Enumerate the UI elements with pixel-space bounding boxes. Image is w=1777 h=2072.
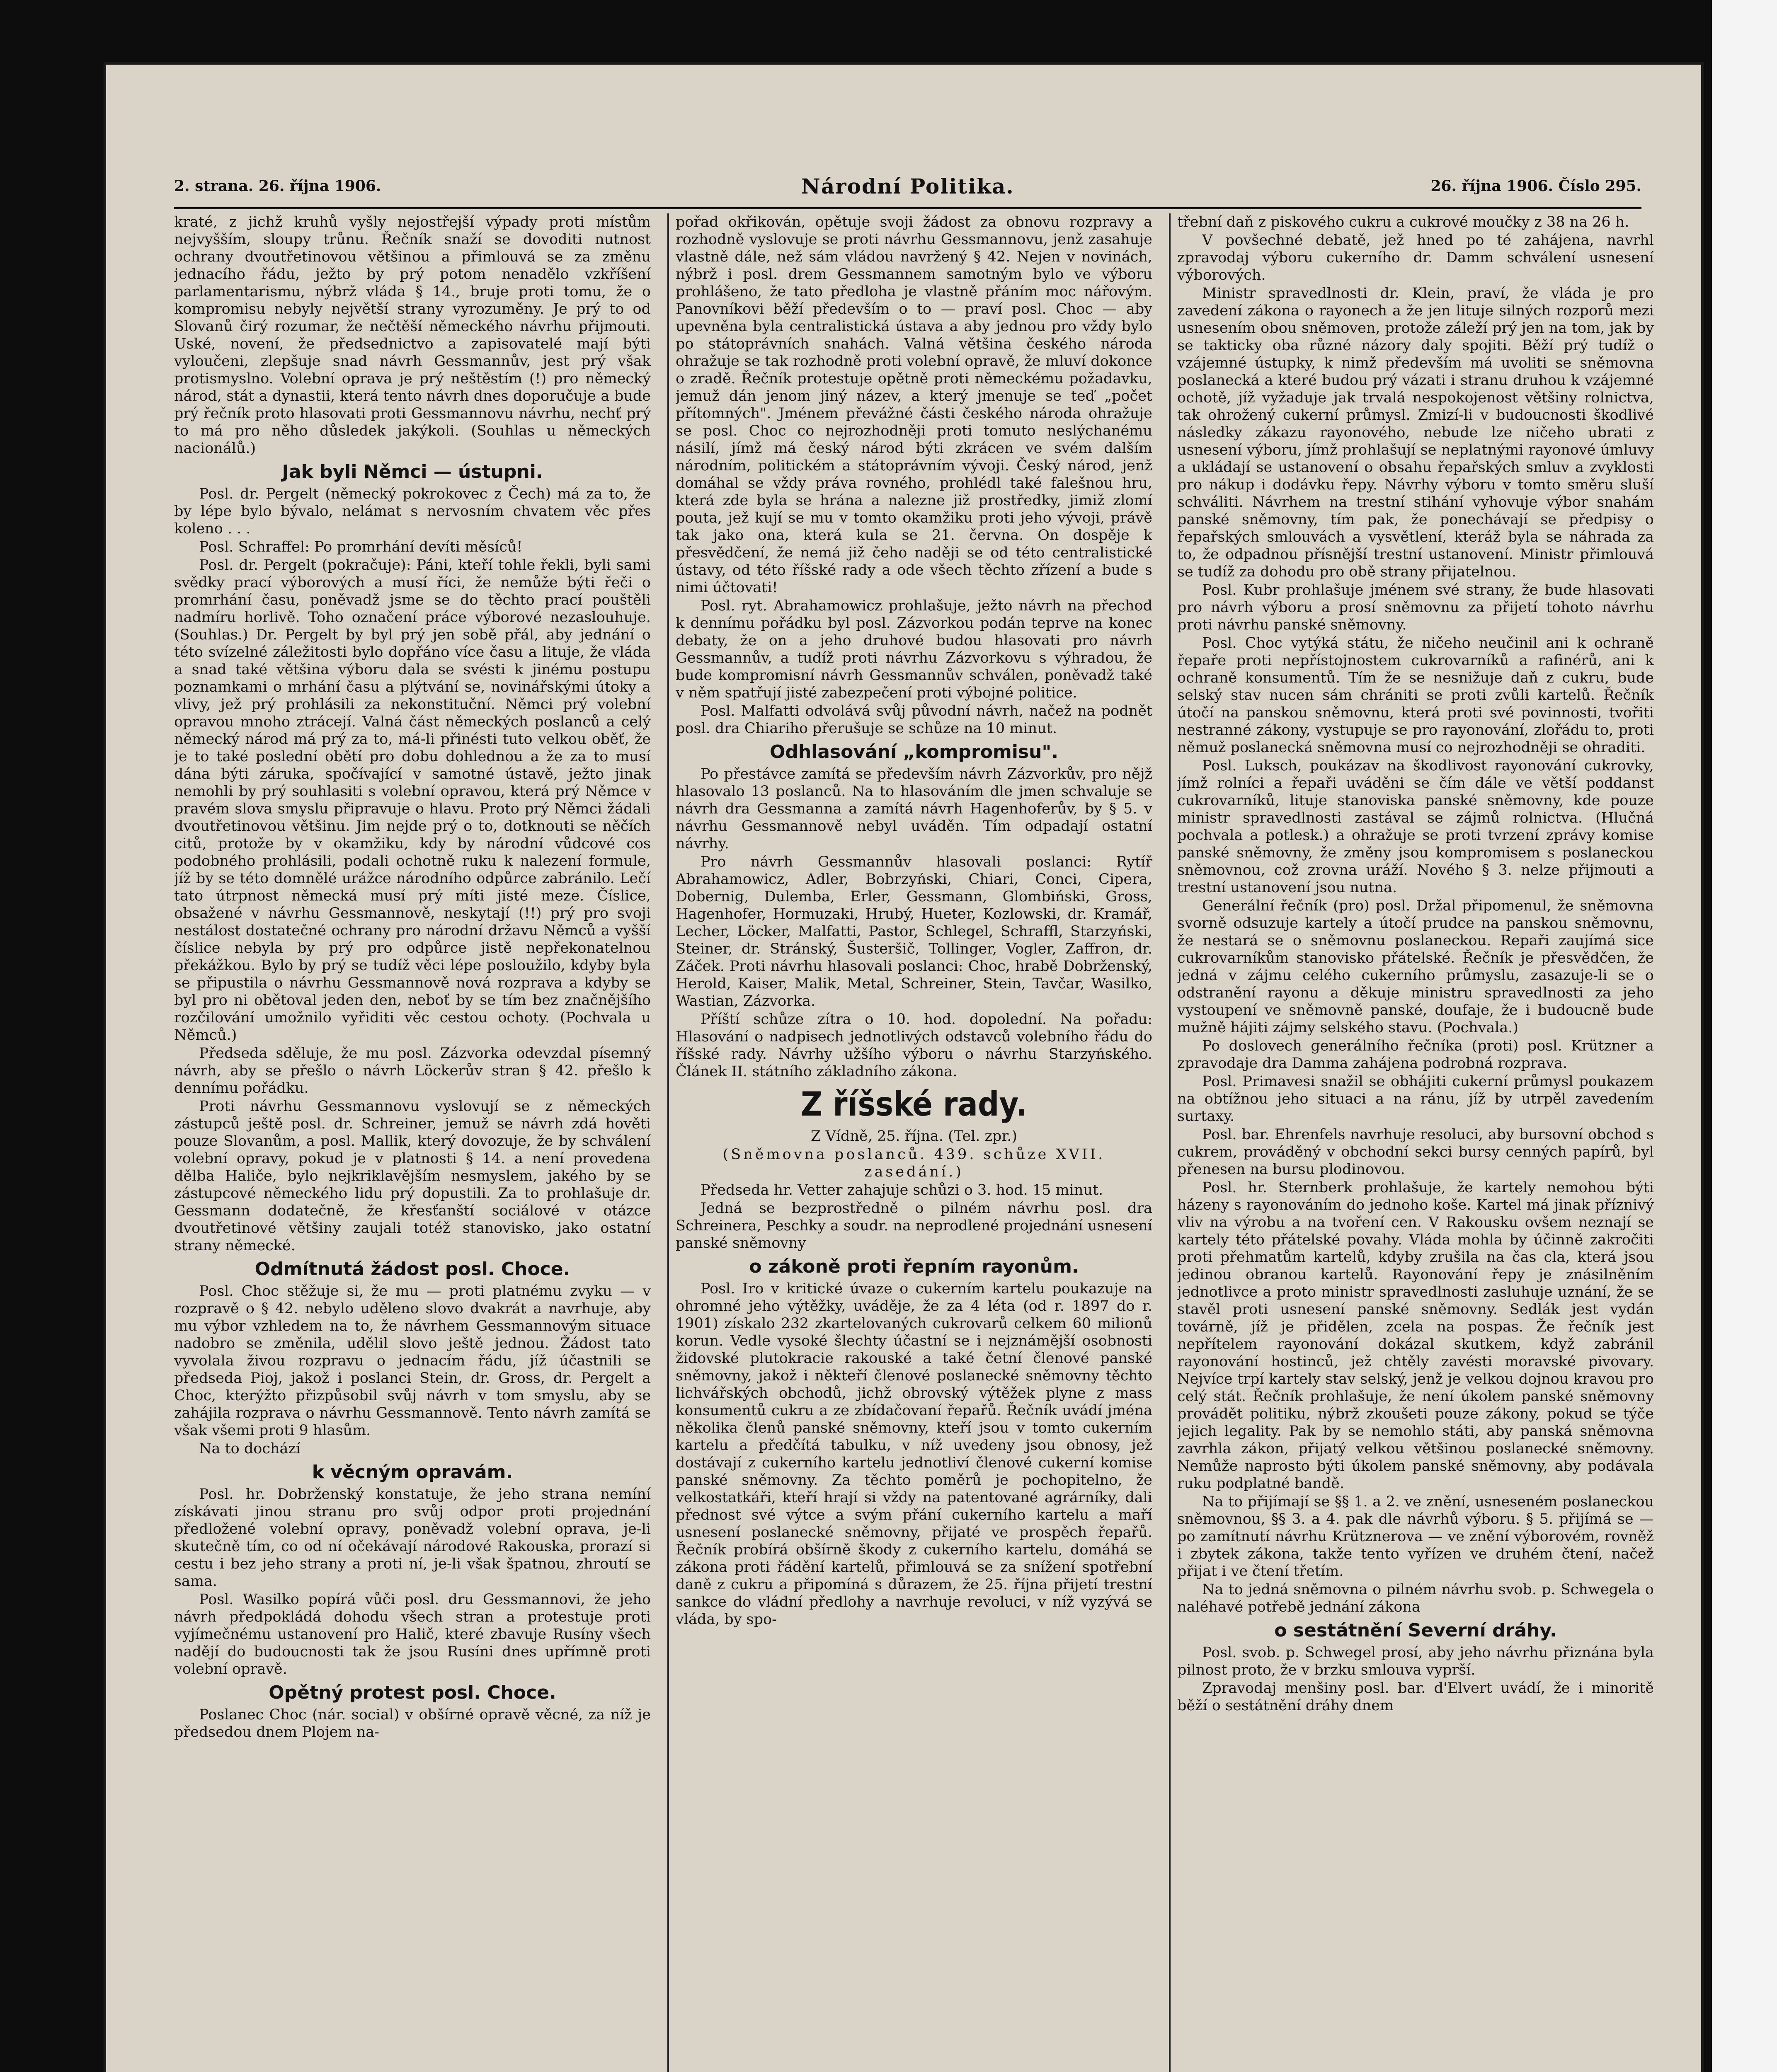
paragraph: Ministr spravedlnosti dr. Klein, praví, že vláda je pro zavedení zákona o rayonech a že jen lituje silných rozporů mezi usnesením obou sněmoven, protože záleží prý jen na tom, jak by se takticky oba různé názory daly spojiti. Běží prý tudíž o vzájemné ústupky, k nimž především má uvoliti se sněmovna poslanecká a které budou prý vázati i stranu druhou k vzájemné ochotě, jíž vyžaduje jak trvalá nespokojenost většiny rolnictva, tak ohrožený cukerní průmysl. Zmizí-li v budoucnosti škodlivé následky zákazu rayonového, nebude lze ničeho ubrati z usnesení výboru, jímž prohlašují se neplatnými rayonové úmluvy a ukládají se ustanovení o obsahu řepařských smluv a zvyklosti pro nákup i dodávku řepy. Návrhy výboru v tomto směru sluší schváliti. Návrhem na trestní stihání vyhovuje výbor snahám panské sněmovny, tím pak, že ponechávají se předpisy o řepařských smlouvách a vysvětlení, kteráž byla se náhrada za to, že odpadnou přísnější trestní ustanovení. Ministr přimlouvá se tudíž za dohodu pro obě strany přijatelnou. [1177,285,1654,580]
section-heading: Odhlasování „kompromisu". [769,741,1059,762]
paragraph: Posl. Choc vytýká státu, že ničeho neučinil ani k ochraně řepaře proti nepřístojnostem cukrovarníků a rafinérů, ani k ochraně konsumentů. Tím že se nesnižuje daň z cukru, bude selský stav nucen sám chrániti se proti zvůli kartelů. Řečník útočí na panskou sněmovnu, která proti své povinnosti, tvořiti nestranné zákony, vystupuje se pro rayonování, zlořádu to, proti němuž poslanecká sněmovna musí co nejrozhodněji se ohraditi. [1177,635,1654,756]
column-3 [1177,213,1654,2072]
paragraph: Posl. Primavesi snažil se obhájiti cukerní průmysl poukazem na obtížnou jeho situaci a na ránu, jíž by utrpěl zavedením surtaxy. [1177,1073,1654,1125]
paragraph: Na to dochází [199,1440,301,1457]
header-rule [174,207,1641,209]
section-heading: k věcným opravám. [312,1462,513,1483]
paragraph: Posl. svob. p. Schwegel prosí, aby jeho návrhu přiznána byla pilnost proto, že v brzku smlouva vyprší. [1177,1644,1654,1678]
paragraph: Předseda sděluje, že mu posl. Zázvorka odevzdal písemný návrh, aby se přešlo o návrh Löckerův stran § 42. přešlo k dennímu pořádku. [174,1045,651,1097]
paragraph: Po doslovech generálního řečníka (proti) posl. Krützner a zpravodaje dra Damma zahájena podrobná rozprava. [1177,1038,1654,1072]
paragraph: Posl. bar. Ehrenfels navrhuje resoluci, aby bursovní obchod s cukrem, prováděný v obchodní sekci bursy cenných papírů, byl přenesen na bursu plodinovou. [1177,1126,1654,1178]
paragraph: Posl. Choc stěžuje si, že mu — proti platnému zvyku — v rozpravě o § 42. nebylo uděleno slovo dvakrát a navrhuje, aby mu výbor vzhledem na to, že návrhem Gessmannovým situace nadobro se změnila, udělil slovo ještě jednou. Žádost tato vyvolala živou rozpravu o jednacím řádu, jíž účastnili se předseda Pioj, jakož i poslanci Stein, dr. Gross, dr. Pergelt a Choc, kterýžto přizpůsobil svůj návrh v tom smyslu, aby se zahájila rozprava o návrhu Gessmannově. Tento návrh zamítá se však všemi proti 9 hlasům. [174,1283,651,1439]
paragraph: Po přestávce zamítá se především návrh Zázvorkův, pro nějž hlasovalo 13 poslanců. Na to hlasováním dle jmen schvaluje se návrh dra Gessmanna a zamítá návrh Hagenhoferův, by § 5. v návrhu Gessmannově nebyl uváděn. Tím odpadají ostatní návrhy. [676,766,1152,852]
paragraph: Na to přijímají se §§ 1. a 2. ve znění, usneseném poslaneckou sněmovnou, §§ 3. a 4. pak dle návrhů výboru. § 5. přijímá se — po zamítnutí návrhu Krütznerova — ve znění výborovém, rovněž i zbytek zákona, takže tento vyřízen ve druhém čtení, načež přijat i ve čtení třetím. [1177,1493,1654,1580]
page-header [174,174,1641,203]
header-page-date: 2. strana. 26. října 1906. [174,177,381,195]
paragraph: Posl. Wasilko popírá vůči posl. dru Gessmannovi, že jeho návrh předpokládá dohodu všech stran a protestuje proti vyjímečnému ustanovení pro Halič, které zbavuje Rusíny všech nadějí do budoucnosti tak že jsou Rusíni dnes upřímně proti volební opravě. [174,1591,651,1677]
paragraph: Posl. dr. Pergelt (německý pokrokovec z Čech) má za to, že by lépe bylo bývalo, nelámat s nervosním chvatem věc přes koleno . . . [174,486,651,537]
section-heading: Jak byli Němci — ústupni. [282,461,543,482]
paragraph: třební daň z piskového cukru a cukrové moučky z 38 na 26 h. [1177,214,1629,230]
paragraph: Posl. hr. Dobrženský konstatuje, že jeho strana nemíní získávati jinou stranu pro svůj odpor proti projednání předložené volební opravy, poněvadž volební oprava, je-li skutečně tím, co od ní očekávají národové Rakouska, prorazí si cestu i bez jeho strany a proti ní, je-li však špatnou, zhroutí se sama. [174,1486,651,1590]
section-heading: o zákoně proti řepním rayonům. [749,1256,1079,1277]
paragraph: Poslanec Choc (nár. social) v obšírné opravě věcné, za níž je předsedou dnem Plojem na- [174,1706,651,1740]
paragraph: pořad okřikován, opětuje svoji žádost za obnovu rozpravy a rozhodně vyslovuje se proti návrhu Gessmannovu, jenž zasahuje vlastně dále, než sám vládou navržený § 42. Nejen v novinách, nýbrž i posl. drem Gessmannem samotným bylo ve výboru prohlášeno, že tato předloha je vlastně přáním moc nářovým. Panovníkovi běží především o to — praví posl. Choc — aby upevněna byla centralistická ústava a aby jednou pro vždy bylo po státoprávních snahách. Valná většina českého národa ohražuje se tak rozhodně proti volební opravě, že mluví dokonce o zradě. Řečník protestuje opětně proti německému požadavku, jemuž dán jenom jiný název, a který jmenuje se teď „počet přítomných". Jménem převážné části českého národa ohražuje se posl. Choc co nejrozhodněji proti tomuto neslýchanému násilí, jímž má český národ býti zkrácen ve svém dalším národním, politickém a státoprávním vývoji. Český národ, jenž domáhal se vždy práva rovného, prohlédl také falešnou hru, která zde byla se hrána a nalezne již prostředky, jimiž zlomí pouta, jež kují se mu v tomto okamžiku proti jeho vývoji, právě tak jako ona, která kula se 21. června. On dospěje k přesvědčení, že nemá již čeho naději se od této centralistické ústavy, od této říšské rady a ode všech těchto zřízení a bude s nimi účtovati! [676,214,1152,596]
paragraph: Zpravodaj menšiny posl. bar. d'Elvert uvádí, že i minoritě běží o sestátnění dráhy dnem [1177,1680,1654,1714]
section-heading: Odmítnutá žádost posl. Choce. [255,1259,570,1280]
newspaper-title: Národní Politika. [801,174,1014,198]
session-note: (Sněmovna poslanců. 439. schůze XVII. zasedání.) [722,1146,1105,1180]
article-headline: Z říšské rady. [800,1085,1028,1123]
paragraph: Pro návrh Gessmannův hlasovali poslanci: Rytíř Abrahamowicz, Adler, Bobrzyński, Chiari, Conci, Cipera, Dobernig, Dulemba, Erler, Gessmann, Glombiński, Gross, Hagenhofer, Hormuzaki, Hrubý, Hueter, Kozlowski, dr. Kramář, Lecher, Löcker, Malfatti, Pastor, Schlegel, Schraffl, Starzyński, Steiner, dr. Stránský, Šusteršič, Tollinger, Vogler, Zaffron, dr. Záček. Proti návrhu hlasovali poslanci: Choc, hrabě Dobrženský, Herold, Kaiser, Malik, Metal, Schreiner, Stein, Tavčar, Wasilko, Wastian, Zázvorka. [676,854,1152,1009]
section-heading: o sestátnění Severní dráhy. [1274,1620,1557,1641]
paragraph: Generální řečník (pro) posl. Držal připomenul, že sněmovna svorně odsuzuje kartely a útočí prudce na panskou sněmovnu, že nestará se o sněmovnu poslaneckou. Repaři zaujímá sice cukrovarníkům stanovisko přátelské. Řečník je přesvědčen, že jedná v zájmu celého cukerního průmyslu, zasazuje-li se o odstranění rayonu a děkuje ministru spravedlnosti za jeho vystoupení ve sněmovně panské, doufaje, že i budoucně bude mužně hájiti zájmy selského stavu. (Pochvala.) [1177,898,1654,1036]
paragraph: Předseda hr. Vetter zahajuje schůzi o 3. hod. 15 minut. [701,1182,1103,1198]
paragraph: Posl. hr. Sternberk prohlašuje, že kartely nemohou býti házeny s rayonováním do jednoho koše. Kartel má jinak příznivý vliv na výrobu a na tvoření cen. V Rakousku ovšem neznají se kartely této přátelské povahy. Vláda mohla by účinně zakročiti proti přehmatům kartelů, kdyby zrušila na čas cla, která jsou jedinou obranou kartelů. Rayonování řepy je znásilněním jednotlivce a proto ministr spravedlnosti zasluhuje uznání, že se stavěl proti usnesení panské sněmovny. Sedlák jest vydán továrně, jíž je přidělen, zcela na pospas. Že řečník jest nepřítelem rayonování dokázal skutkem, když zabránil rayonování hostinců, jež chtěly zavésti moravské pivovary. Nejvíce trpí kartely stav selský, jenž je velkou dojnou kravou pro celý stát. Řečník prohlašuje, že není úkolem panské sněmovny provádět politiku, nýbrž zkoušeti pouze zákony, pokud se týče jejich legality. Pak by se nemohlo státi, aby panská sněmovna zavrhla zákon, přijatý velkou většinou poslanecké sněmovny. Nemůže naprosto býti úkolem panské sněmovny, aby podávala ruku podplatné bandě. [1177,1179,1654,1492]
scan-edge [1712,0,1777,2072]
paragraph: Posl. Luksch, poukázav na škodlivost rayonování cukrovky, jímž rolníci a řepaři uváděni se čím dále ve větší poddanst cukrovarníků, lituje stanoviska panské sněmovny, kde pouze ministr spravedlnosti zastával se zájmů rolnictva. (Hlučná pochvala a potlesk.) a ohražuje se proti tvrzení zprávy komise panské sněmovny, že změny jsou kompromisem s poslaneckou sněmovnou, což zrovna uráží. Nového § 3. nelze přijmouti a trestní ustanovení jsou nutna. [1177,758,1654,896]
paragraph: Posl. dr. Pergelt (pokračuje): Páni, kteří tohle řekli, byli sami svědky prací výborových a musí říci, že nemůže býti řeči o promrhání času, poněvadž jsme se do těchto prací pouštěli nadmíru horlivě. Toho označení práce výborové nezaslouhuje. (Souhlas.) Dr. Pergelt by byl prý jen sobě přál, aby jednání o této svízelné záležitosti bylo dopřáno více času a lituje, že vláda a snad také většina výboru dala se svésti k jinému postupu poznamkami o mrhání času a plýtvání se, novinářskými útoky a vlivy, jež prý prohlásili za nekonstituční. Němci prý volební opravou mnoho ztrácejí. Valná část německých poslanců a celý německý národ má prý za to, má-li přinésti tuto velkou oběť, že je to také poslední obětí pro dobu dohlednou a že za to musí dána býti záruka, spočívající v samotné ústavě, ježto jinak nemohli by prý souhlasiti s volební opravou, která prý Němce v pravém slova smyslu připravuje o hlavu. Proto prý Němci žádali dvoutřetinovou většinu. Jim nejde prý o to, dotknouti se něčích citů, protože by v okamžiku, kdy by národní vůdcové cos podobného prohlásili, podali ochotně ruku k nalezení formule, jíž by se této domnělé urážce národního odpůrce zabránilo. Lečí tato útrpnost německá musí prý míti jisté meze. Číslice, obsažené v návrhu Gessmannově, neskytají (!!) prý pro svoji nestálost dostatečné ochrany pro národní državu Němců a vyšší číslice nebyla by prý pro odpůrce jistě nepřekonatelnou překážkou. Bylo by prý se tudíž věci lépe posloužilo, kdyby byla se připustila o návrhu Gessmannově nová rozprava a kdyby se byl pro ni obětoval jeden den, neboť by se tím bez značnějšího rozčilování umožnilo vyřiditi věc cestou ochoty. (Pochvala u Němců.) [174,557,651,1043]
paragraph: Příští schůze zítra o 10. hod. dopolední. Na pořadu: Hlasování o nadpisech jednotlivých odstavců volebního řádu do říšské rady. Návrhy užšího výboru o návrhu Starzyńského. Článek II. státního základního zákona. [676,1011,1152,1080]
column-divider-2 [1169,213,1171,2072]
section-heading: Opětný protest posl. Choce. [269,1682,556,1703]
column-divider-1 [667,213,669,2072]
dateline: Z Vídně, 25. října. (Tel. zpr.) [811,1128,1017,1145]
paragraph: Posl. Iro v kritické úvaze o cukerním kartelu poukazuje na ohromné jeho výtěžky, uváděje, že za 4 léta (od r. 1897 do r. 1901) získalo 232 zkartelovaných cukrovarů celkem 60 milionů korun. Vedle vysoké šlechty účastní se i nejznámější osobnosti židovské plutokracie rakouské a také četní členové panské sněmovny, jakož i někteří členové poslanecké sněmovny těchto lichvářských obchodů, jichž obrovský výtěžek plyne z mass konsumentů cukru a ze zbídačovaní řepařů. Řečník uvádí jména několika členů panské sněmovny, kteří jsou v tomto cukerním kartelu a předčítá tabulku, v níž uvedeny jsou obnosy, jež dostávají z cukerního kartelu jednotliví členové cukerní komise panské sněmovny. Za těchto poměrů je pochopitelno, že velkostatkáři, kteří hrají si vždy na patentované agrárníky, dali přednost své výtce a svým přání cukerního kartelu a maří usnesení poslanecké sněmovny, přijaté ve prospěch řepařů. Řečník probírá obšírně škody z cukerního kartelu, domáhá se zákona proti řádění kartelů, přimlouvá se za snížení spotřební daně z cukru a připomíná s důrazem, že 25. října přijetí trestní sankce do vládní předlohy a navrhuje revoluci, v níž vyzývá se vláda, by spo- [676,1280,1152,1628]
column-2 [676,213,1152,2072]
paragraph: V povšechné debatě, jež hned po té zahájena, navrhl zpravodaj výboru cukerního dr. Damm schválení usnesení výborových. [1177,232,1654,283]
paragraph: Proti návrhu Gessmannovu vyslovují se z německých zástupců ještě posl. dr. Schreiner, jemuž se návrh zdá hověti pouze Slovanům, a posl. Mallik, který dovozuje, že by schválení volební opravy, pokud je v platnosti § 14. a není provedena dělba Haliče, bylo nejkriklavějším nesmyslem, jakého by se zástupcové německého lidu prý dopustili. Za to prohlašuje dr. Gessmann dodatečně, že křesťanští sociálové v otázce dvoutřetinové většiny zaujali totéž stanovisko, jako ostatní strany německé. [174,1098,651,1254]
paragraph: Posl. Schraffel: Po promrhání devíti měsíců! [199,539,523,555]
paragraph: Posl. ryt. Abrahamowicz prohlašuje, ježto návrh na přechod k dennímu pořádku byl posl. Zázvorkou podán teprve na konec debaty, že on a jeho druhové budou hlasovati pro návrh Gessmannův, a tudíž proti návrhu Zázvorkovu s výhradou, že bude kompromisní návrh Gessmannův schválen, poněvadž také v něm spatřují jisté zabezpečení proti výbojné politice. [676,598,1152,701]
paragraph: Na to jedná sněmovna o pilném návrhu svob. p. Schwegela o naléhavé potřebě jednání zákona [1177,1581,1654,1615]
column-1 [174,213,651,2072]
paragraph: Posl. Kubr prohlašuje jménem své strany, že bude hlasovati pro návrh výboru a prosí sněmovnu za přijetí tohoto návrhu proti návrhu panské sněmovny. [1177,582,1654,633]
header-issue-number: 26. října 1906. Číslo 295. [1430,177,1641,195]
paragraph: Jedná se bezprostředně o pilném návrhu posl. dra Schreinera, Peschky a soudr. na neprodlené projednání usnesení panské sněmovny [676,1200,1152,1251]
paragraph: kraté, z jichž kruhů vyšly nejostřejší výpady proti místům nejvyšším, sloupy trůnu. Řečník snaží se dovoditi nutnost ochrany dvoutřetinovou většinou a přimlouvá se za změnu jednacího řádu, ježto by prý potom nenadělo vzkříšení parlamentarismu, nýbrž vláda § 14., bruje proti tomu, že o kompromisu nebyly největší strany vyrozuměny. Je prý to od Slovanů čirý rozumar, že nečtěší německého návrhu přijmouti. Uské, novení, že předsednictvo a zapisovatelé mají býti vyloučeni, zlepšuje snad návrh Gessmannův, jest prý však protismyslno. Volební oprava je prý neštěstím (!) pro německý národ, stát a dynastii, která tento návrh dnes doporučuje a bude prý řečník proto hlasovati proti Gessmannovu návrhu, nechť prý to má pro něho důsledek jakýkoli. (Souhlas u německých nacionálů.) [174,214,651,457]
paragraph: Posl. Malfatti odvolává svůj původní návrh, načež na podnět posl. dra Chiariho přerušuje se schůze na 10 minut. [676,703,1152,737]
